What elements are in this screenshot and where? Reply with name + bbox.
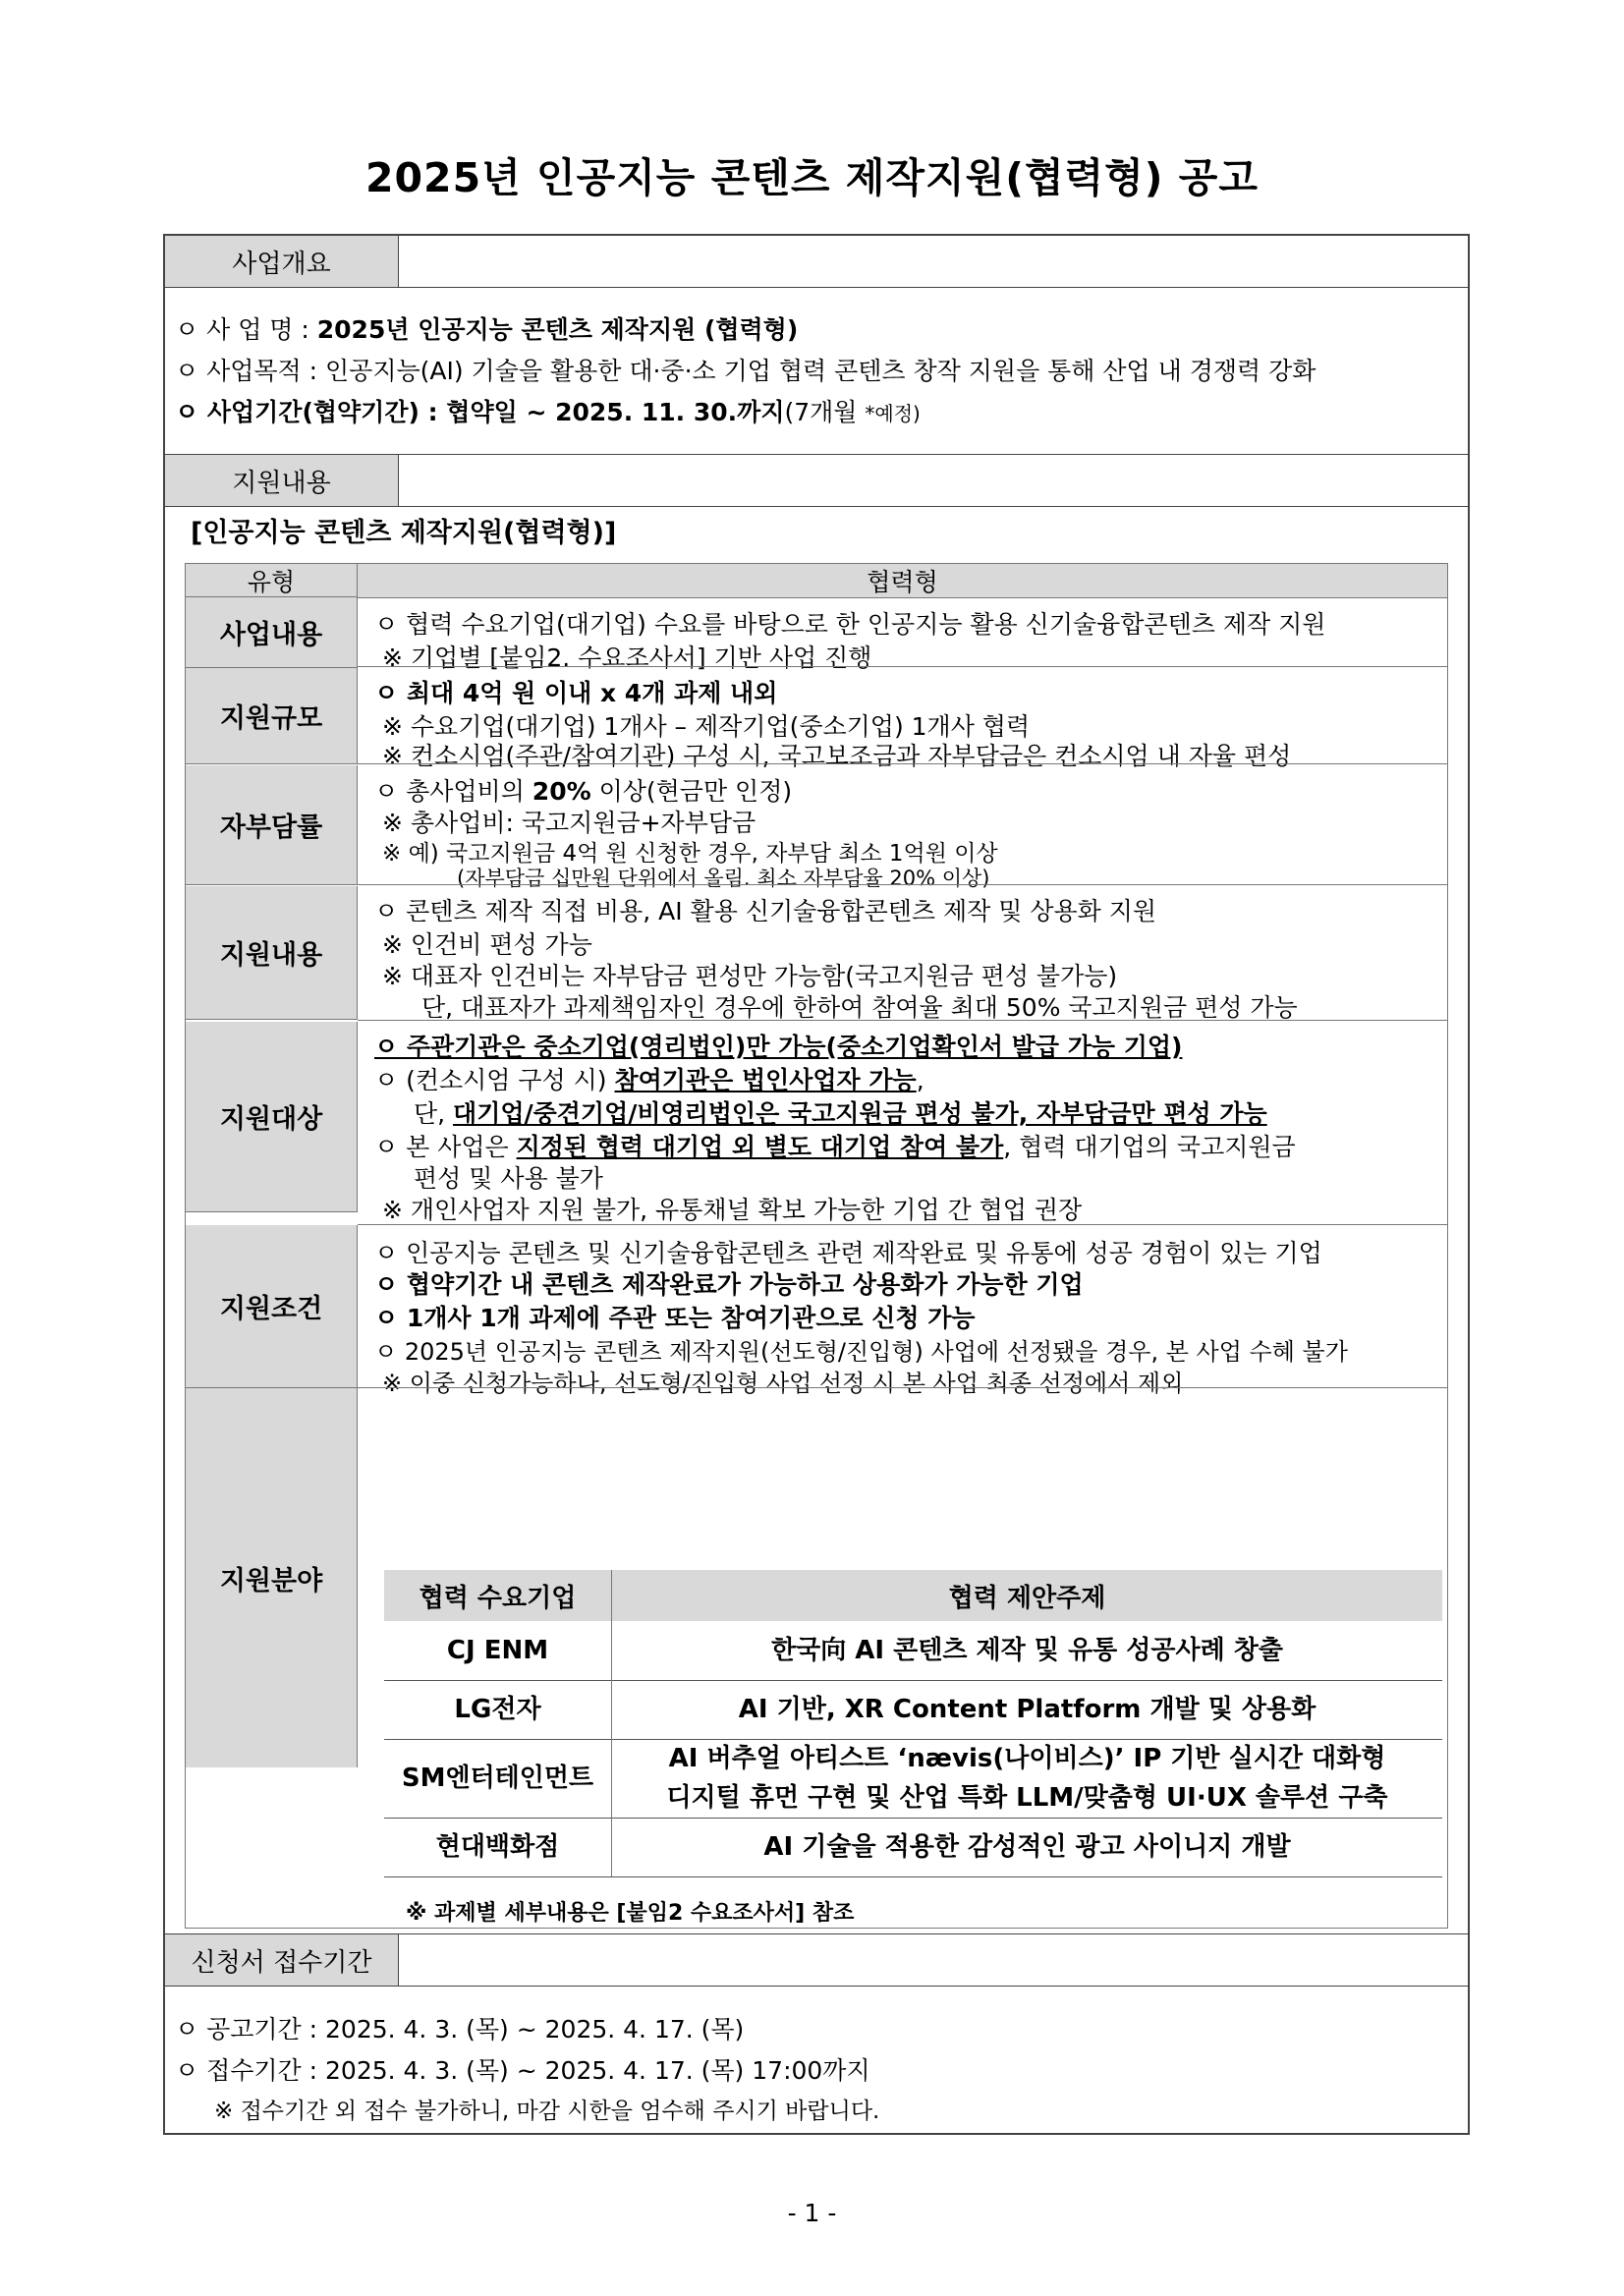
condition-line-1: ㅇ 인공지능 콘텐츠 및 신기술융합콘텐츠 관련 제작완료 및 유통에 성공 경험이 있는 기업 [374, 1239, 1322, 1267]
target-line-2 [374, 1061, 924, 1096]
col-value-header: 협력형 [358, 564, 1447, 598]
partner-row [384, 1818, 1442, 1877]
target-line-1: ㅇ 주관기관은 중소기업(영리법인)만 가능(중소기업확인서 발급 가능 기업) [374, 1033, 1183, 1061]
row-label-detail: 지원내용 [186, 886, 358, 1020]
overview-header [165, 236, 1468, 288]
target-line-4-c: , 협력 대기업의 국고지원금 [1003, 1133, 1296, 1161]
target-line-2-c: , [916, 1066, 924, 1094]
period-header [165, 1933, 1468, 1987]
partner-topic-cont: 디지털 휴먼 구현 및 산업 특화 LLM/맞춤형 UI·UX 솔루션 구축 [666, 1783, 1388, 1813]
target-line-3 [414, 1094, 1267, 1130]
partner-company: 현대백화점 [384, 1818, 612, 1876]
overview-name-key: ㅇ 사 업 명 : [175, 315, 317, 344]
scale-line-1: ㅇ 최대 4억 원 이내 x 4개 과제 내외 [374, 679, 778, 707]
partner-note: ※ 과제별 세부내용은 [붙임2 수요조사서] 참조 [406, 1901, 855, 1926]
self-line-3: ※ 예) 국고지원금 4억 원 신청한 경우, 자부담 최소 1억원 이상 [382, 841, 998, 867]
detail-line-3: ※ 대표자 인건비는 자부담금 편성만 가능함(국고지원금 편성 불가능) [382, 962, 1118, 990]
self-line-2: ※ 총사업비: 국고지원금+자부담금 [382, 809, 756, 837]
partner-row [384, 1621, 1442, 1681]
page-number: - 1 - [787, 2199, 837, 2227]
row-label-target: 지원대상 [186, 1022, 358, 1212]
target-line-2-a: ㅇ (컨소시엄 구성 시) [374, 1066, 615, 1094]
condition-line-5: ※ 이중 신청가능하나, 선도형/진입형 사업 선정 시 본 사업 최종 선정에서 제외 [382, 1370, 1184, 1397]
detail-line-4: 단, 대표자가 과제책임자인 경우에 한하여 참여율 최대 50% 국고지원금 편성 가능 [421, 993, 1298, 1022]
target-line-6: ※ 개인사업자 지원 불가, 유통채널 확보 가능한 기업 간 협업 권장 [382, 1196, 1083, 1224]
target-line-2-b: 참여기관은 법인사업자 가능 [614, 1066, 917, 1094]
support-subtitle: [인공지능 콘텐츠 제작지원(협력형)] [191, 518, 617, 548]
content-line-1: ㅇ 협력 수요기업(대기업) 수요를 바탕으로 한 인공지능 활용 신기술융합콘텐츠 제작 지원 [374, 610, 1326, 639]
page-title: 2025년 인공지능 콘텐츠 제작지원(협력형) 공고 [365, 154, 1259, 201]
scale-line-2: ※ 수요기업(대기업) 1개사 – 제작기업(중소기업) 1개사 협력 [382, 712, 1031, 741]
partner-topic: AI 버추얼 아티스트 ‘nævis(나이비스)’ IP 기반 실시간 대화형 [668, 1744, 1386, 1773]
notice-table [163, 234, 1470, 2135]
target-line-4-b: 지정된 협력 대기업 외 별도 대기업 참여 불가 [516, 1133, 1004, 1161]
partner-company: SM엔터테인먼트 [384, 1739, 612, 1818]
condition-line-3: ㅇ 1개사 1개 과제에 주관 또는 참여기관으로 신청 가능 [374, 1304, 976, 1332]
partner-row [384, 1739, 1442, 1819]
col-type-header: 유형 [186, 564, 358, 597]
self-line-1-a: ㅇ 총사업비의 [374, 777, 532, 806]
partner-topic-multiline [612, 1739, 1442, 1818]
self-line-1 [374, 772, 792, 808]
self-line-1-b: 20% [532, 777, 591, 806]
self-line-1-c: 이상(현금만 인정) [590, 777, 793, 806]
condition-line-4: ㅇ 2025년 인공지능 콘텐츠 제작지원(선도형/진입형) 사업에 선정됐을 경우, 본 사업 수혜 불가 [374, 1338, 1348, 1366]
row-label-condition: 지원조건 [186, 1225, 358, 1388]
detail-line-1: ㅇ 콘텐츠 제작 직접 비용, AI 활용 신기술융합콘텐츠 제작 및 상용화 지원 [374, 897, 1157, 925]
overview-name [175, 310, 798, 346]
overview-period [175, 393, 921, 428]
target-line-5: 편성 및 사용 불가 [414, 1164, 603, 1193]
partner-company: CJ ENM [384, 1621, 612, 1680]
row-label-field: 지원분야 [186, 1388, 358, 1767]
partner-company: LG전자 [384, 1680, 612, 1739]
overview-period-main: ㅇ 사업기간(협약기간) : 협약일 ~ 2025. 11. 30.까지 [175, 398, 785, 426]
overview-name-value: 2025년 인공지능 콘텐츠 제작지원 (협력형) [316, 315, 799, 344]
period-line-3: ※ 접수기간 외 접수 불가하니, 마감 시한을 엄수해 주시기 바랍니다. [214, 2099, 880, 2124]
support-label: 지원내용 [165, 455, 399, 506]
row-label-content: 사업내용 [186, 597, 358, 668]
partner-head-company: 협력 수요기업 [384, 1570, 612, 1621]
period-label: 신청서 접수기간 [165, 1934, 399, 1986]
target-line-4 [374, 1128, 1296, 1163]
period-line-1: ㅇ 공고기간 : 2025. 4. 3. (목) ~ 2025. 4. 17. (목) [175, 2015, 745, 2044]
detail-line-2: ※ 인건비 편성 가능 [382, 930, 592, 959]
overview-purpose: ㅇ 사업목적 : 인공지능(AI) 기술을 활용한 대·중·소 기업 협력 콘텐츠 창작 지원을 통해 산업 내 경쟁력 강화 [175, 357, 1316, 385]
partner-topic: AI 기반, XR Content Platform 개발 및 상용화 [738, 1695, 1316, 1724]
partner-topic: AI 기술을 적용한 감성적인 광고 사이니지 개발 [763, 1832, 1291, 1862]
target-line-3-a: 단, [414, 1099, 454, 1128]
overview-label: 사업개요 [165, 236, 399, 287]
content-line-2: ※ 기업별 [붙임2. 수요조사서] 기반 사업 진행 [382, 644, 872, 672]
overview-period-note: *예정) [865, 402, 921, 425]
row-label-scale: 지원규모 [186, 668, 358, 764]
target-line-3-b: 대기업/중견기업/비영리법인은 국고지원금 편성 불가, 자부담금만 편성 가능 [453, 1099, 1267, 1128]
scale-line-3: ※ 컨소시엄(주관/참여기관) 구성 시, 국고보조금과 자부담금은 컨소시엄 내 자율 편성 [382, 742, 1292, 770]
partner-topic: 한국向 AI 콘텐츠 제작 및 유통 성공사례 창출 [770, 1636, 1283, 1665]
target-line-4-a: ㅇ 본 사업은 [374, 1133, 517, 1161]
condition-line-2: ㅇ 협약기간 내 콘텐츠 제작완료가 가능하고 상용화가 가능한 기업 [374, 1270, 1084, 1299]
overview-period-months: (7개월 [784, 398, 866, 426]
row-label-self: 자부담률 [186, 765, 358, 885]
period-line-2: ㅇ 접수기간 : 2025. 4. 3. (목) ~ 2025. 4. 17. (목) 17:00까지 [175, 2056, 870, 2085]
partner-head-topic: 협력 제안주제 [612, 1570, 1442, 1621]
support-header [165, 454, 1468, 507]
self-line-4: (자부담금 십만원 단위에서 올림. 최소 자부담율 20% 이상) [457, 867, 990, 890]
partner-row [384, 1680, 1442, 1740]
